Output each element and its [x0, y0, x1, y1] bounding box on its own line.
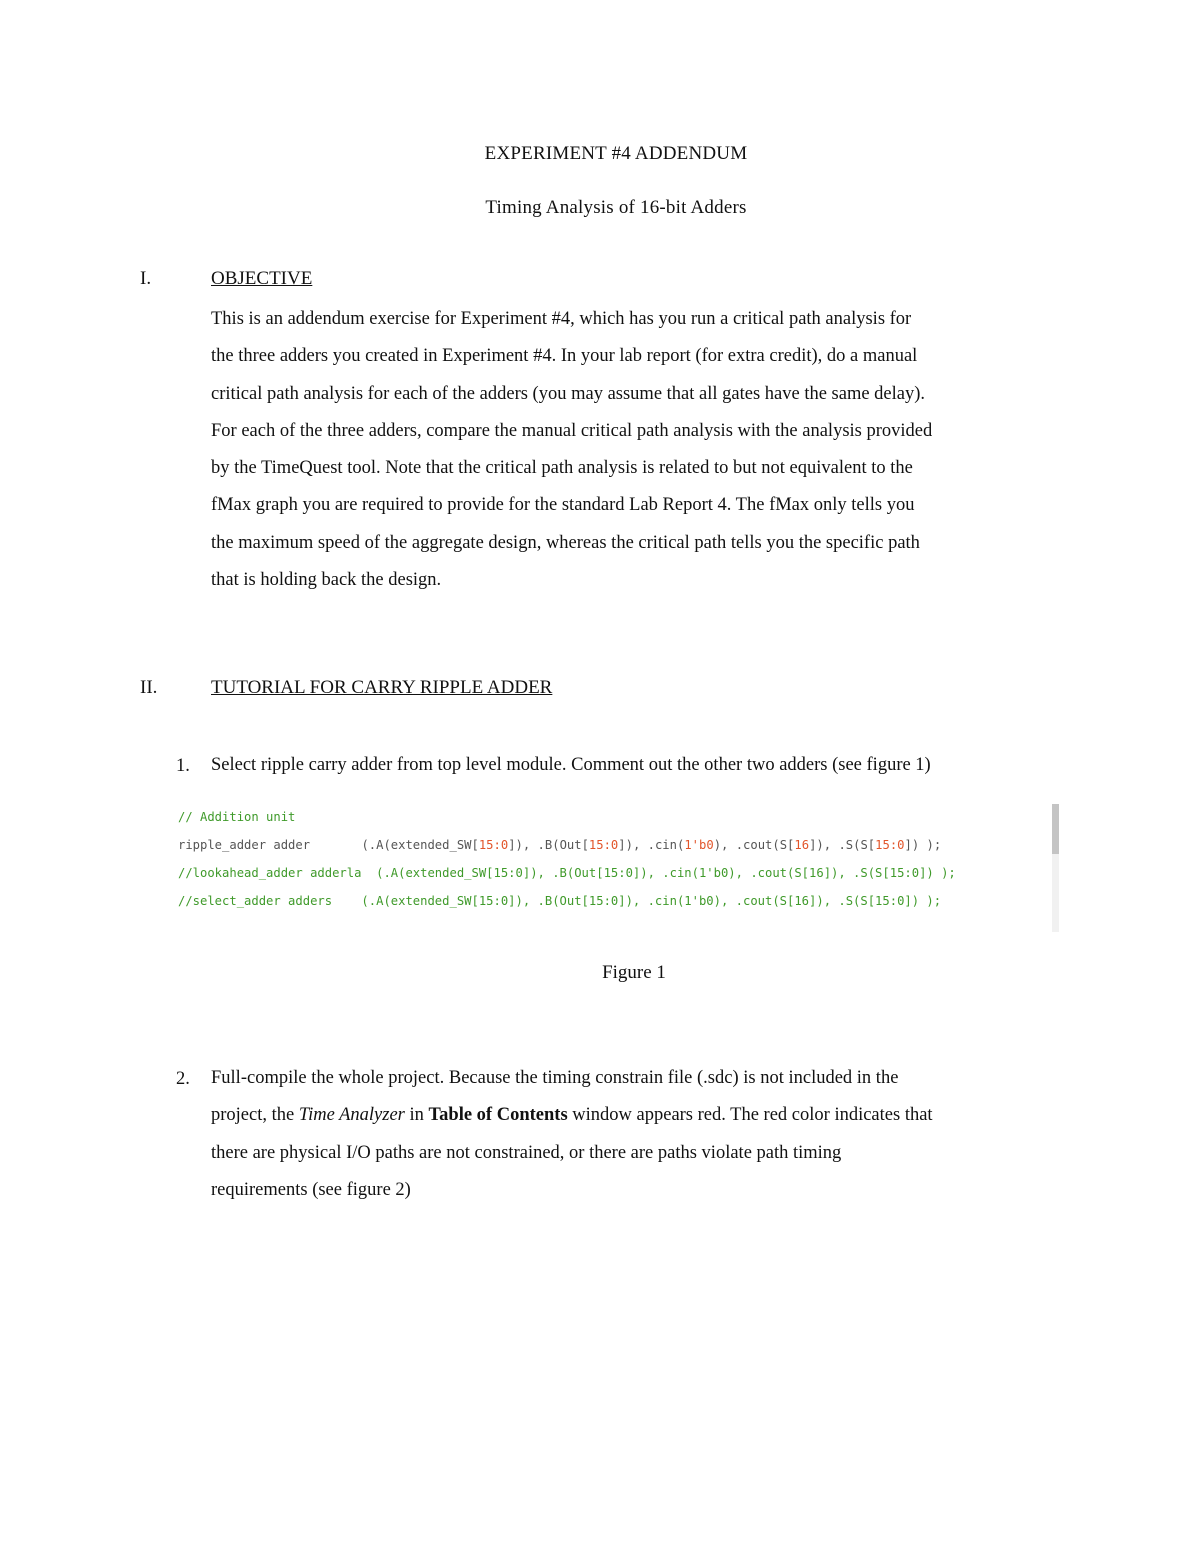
code-number: 15:0 [588, 838, 619, 852]
document-title: EXPERIMENT #4 ADDENDUM [484, 143, 748, 164]
paragraph-line: For each of the three adders, compare the manual critical path analysis with the analysis provided [211, 420, 933, 441]
code-comment-line: //lookahead_adder adderla (.A(extended_SW[15:0]), .B(Out[15:0]), .cin(1'b0), .cout(S[16]), .S(S[15:0]) ); [178, 866, 956, 880]
code-number: 15:0 [875, 838, 905, 852]
section-heading-tutorial: TUTORIAL FOR CARRY RIPPLE ADDER [211, 677, 553, 698]
paragraph-line [211, 1097, 1071, 1134]
document-subtitle: Timing Analysis of 16-bit Adders [485, 197, 747, 218]
section-heading-objective: OBJECTIVE [211, 268, 313, 289]
text-run: project, the [211, 1105, 299, 1126]
code-comment-line: //select_adder adders (.A(extended_SW[15:0]), .B(Out[15:0]), .cin(1'b0), .cout(S[16]), .S(S[15:0]) ); [178, 894, 942, 908]
code-scrollbar-thumb[interactable] [1052, 804, 1059, 854]
code-comment-line: // Addition unit [178, 810, 296, 824]
time-analyzer-term: Time Analyzer [298, 1105, 405, 1126]
section-number-2: II. [140, 677, 158, 698]
code-module-name: ripple_adder adder [178, 838, 362, 852]
section-number-1: I. [140, 268, 152, 289]
code-number: 1'b0 [684, 838, 714, 852]
text-run: in [404, 1105, 429, 1126]
code-token: ]) ); [904, 838, 942, 852]
paragraph-line: fMax graph you are required to provide for the standard Lab Report 4. The fMax only tells you [211, 495, 915, 516]
text-run: window appears red. The red color indicates that [567, 1105, 933, 1126]
code-scrollbar-track[interactable] [1052, 854, 1059, 932]
step-text-1: Select ripple carry adder from top level module. Comment out the other two adders (see figure 1) [211, 755, 931, 775]
paragraph-line: the three adders you created in Experiment #4. In your lab report (for extra credit), do a manual [211, 346, 918, 367]
paragraph-line: that is holding back the design. [211, 570, 442, 591]
objective-paragraph [211, 301, 1071, 599]
code-figure [178, 804, 1058, 932]
paragraph-line: critical path analysis for each of the adders (you may assume that all gates have the same delay). [211, 383, 926, 404]
step-number-1: 1. [176, 756, 190, 776]
figure-caption: Figure 1 [602, 962, 666, 983]
paragraph-line: This is an addendum exercise for Experiment #4, which has you run a critical path analysis for [211, 309, 912, 329]
code-token: ]), .S(S[ [809, 838, 876, 852]
code-token: (.A(extended_SW[ [361, 838, 479, 852]
paragraph-line: requirements (see figure 2) [211, 1179, 411, 1200]
code-line-ripple-adder [178, 838, 941, 852]
code-token: ), .cout(S[ [713, 838, 795, 852]
step-number-2: 2. [176, 1069, 190, 1089]
paragraph-line: by the TimeQuest tool. Note that the critical path analysis is related to but not equivalent to the [211, 458, 913, 479]
paragraph-line: the maximum speed of the aggregate design, whereas the critical path tells you the specific path [211, 532, 920, 553]
code-number: 16 [794, 838, 810, 852]
code-number: 15:0 [478, 838, 509, 852]
code-token: ]), .cin( [618, 838, 685, 852]
table-of-contents-term: Table of Contents [428, 1105, 568, 1126]
paragraph-line: there are physical I/O paths are not constrained, or there are paths violate path timing [211, 1142, 842, 1163]
code-token: ]), .B(Out[ [508, 838, 589, 852]
paragraph-line: Full-compile the whole project. Because the timing constrain file (.sdc) is not included in the [211, 1068, 899, 1088]
step-text-2 [211, 1060, 1071, 1209]
